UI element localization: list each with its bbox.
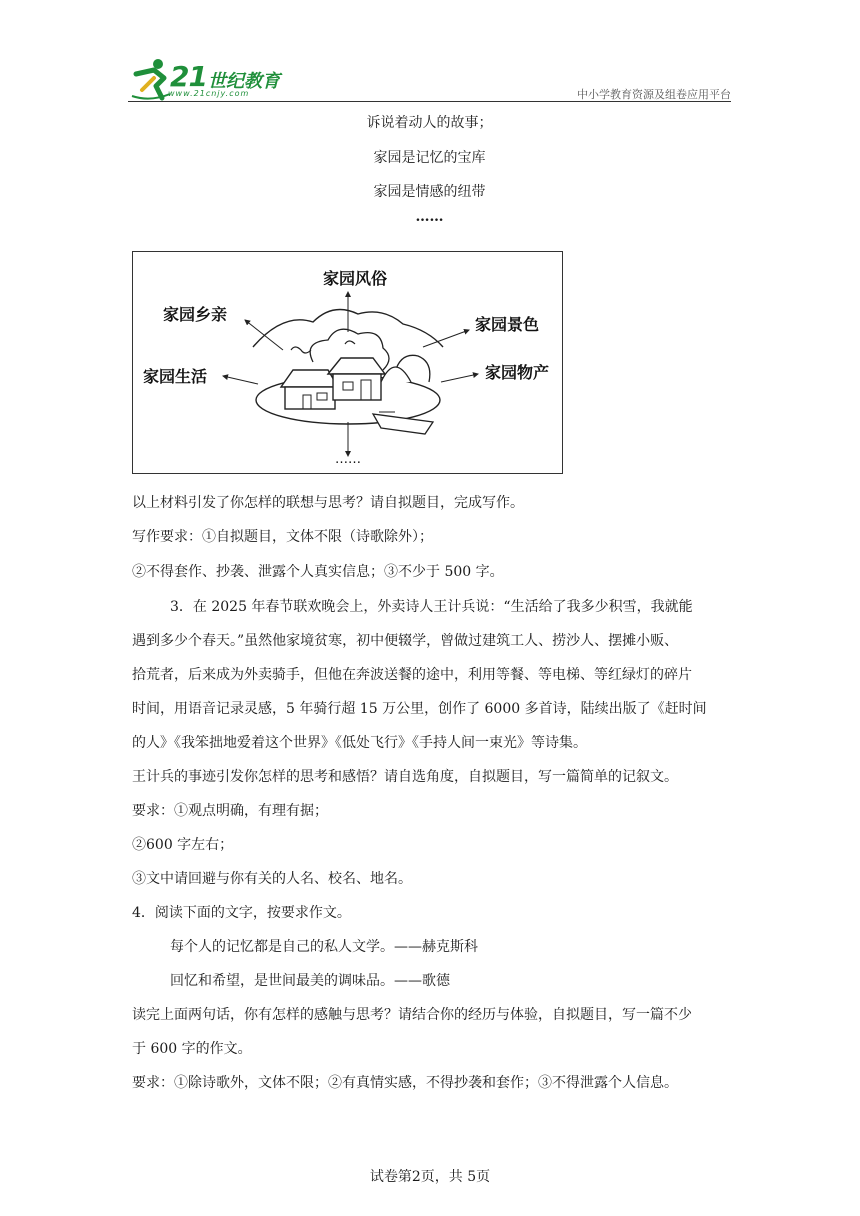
q3-requirement-3: ③文中请回避与你有关的人名、校名、地名。: [132, 871, 412, 887]
q3-line-3: 拾荒者，后来成为外卖骑手，但他在奔波送餐的途中，利用等餐、等电梯、等红绿灯的碎片: [132, 667, 692, 683]
q4-title: 4．阅读下面的文字，按要求作文。: [132, 905, 351, 921]
label-scenery: 家园景色: [475, 315, 540, 334]
platform-name: 中小学教育资源及组卷应用平台: [577, 88, 731, 101]
poem-line-3: 家园是情感的纽带: [373, 184, 486, 200]
header-divider: [128, 101, 731, 102]
q4-requirement: 要求：①除诗歌外，文体不限；②有真情实感，不得抄袭和套作；③不得泄露个人信息。: [132, 1075, 678, 1091]
q4-prompt-1: 读完上面两句话，你有怎样的感触与思考？请结合你的经历与体验，自拟题目，写一篇不少: [132, 1007, 692, 1023]
q2-prompt: 以上材料引发了你怎样的联想与思考？请自拟题目，完成写作。: [132, 495, 524, 511]
q3-line-1: 3．在 2025 年春节联欢晚会上，外卖诗人王计兵说：“生活给了我多少积雪，我就能: [170, 599, 693, 615]
label-more: ……: [335, 452, 361, 467]
poem-ellipsis: ……: [415, 209, 444, 225]
homeland-diagram: [132, 251, 563, 474]
label-customs: 家园风俗: [323, 269, 388, 288]
q4-quote-1: 每个人的记忆都是自己的私人文学。——赫克斯科: [170, 939, 478, 955]
q3-line-5: 的人》《我笨拙地爱着这个世界》《低处飞行》《手持人间一束光》等诗集。: [132, 735, 587, 751]
q3-requirement-2: ②600 字左右；: [132, 837, 234, 853]
label-life: 家园生活: [143, 367, 208, 386]
q4-prompt-2: 于 600 字的作文。: [132, 1041, 252, 1057]
q3-line-4: 时间，用语音记录灵感，5 年骑行超 15 万公里，创作了 6000 多首诗，陆续出版了《赶时间: [132, 701, 707, 717]
poem-line-2: 家园是记忆的宝库: [373, 150, 486, 166]
label-products: 家园物产: [485, 363, 550, 382]
page-footer: 试卷第2页，共 5页: [369, 1169, 491, 1185]
logo-text: 世纪教育: [208, 71, 280, 92]
q2-requirement-1: 写作要求：①自拟题目，文体不限（诗歌除外）；: [132, 529, 433, 545]
label-villagers: 家园乡亲: [163, 305, 228, 324]
logo-url: www.21cnjy.com: [168, 89, 250, 98]
q4-quote-2: 回忆和希望，是世间最美的调味品。——歌德: [170, 973, 450, 989]
q3-prompt: 王计兵的事迹引发你怎样的思考和感悟？请自选角度，自拟题目，写一篇简单的记叙文。: [132, 769, 678, 785]
q3-requirement-1: 要求：①观点明确，有理有据；: [132, 803, 328, 819]
q3-line-2: 遇到多少个春天。”虽然他家境贫寒，初中便辍学，曾做过建筑工人、捞沙人、摆摊小贩、: [132, 633, 679, 649]
q2-requirement-2: ②不得套作、抄袭、泄露个人真实信息；③不少于 500 字。: [132, 564, 504, 580]
poem-line-1: 诉说着动人的故事；: [366, 115, 493, 131]
logo-number: 21: [170, 60, 207, 93]
